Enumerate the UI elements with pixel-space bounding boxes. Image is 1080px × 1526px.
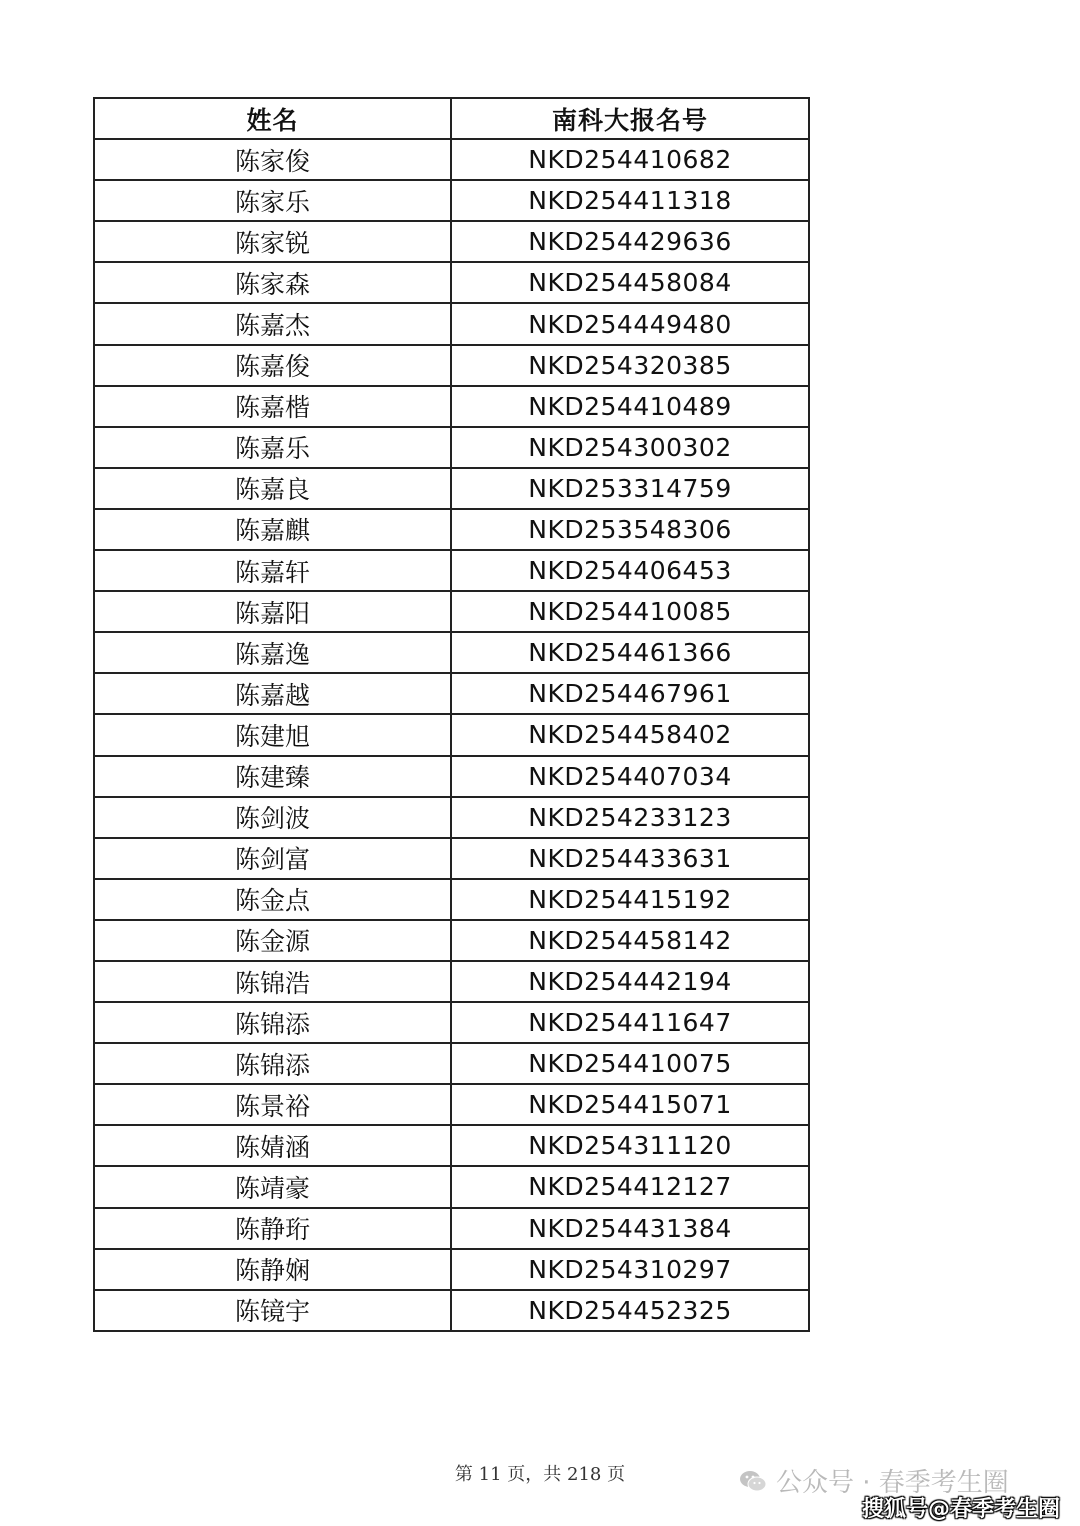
registration-number-cell: NKD254320385	[451, 345, 809, 386]
registration-number-cell: NKD254410682	[451, 139, 809, 180]
student-name-cell: 陈嘉阳	[94, 591, 451, 632]
table-row	[94, 879, 809, 920]
student-name-cell: 陈镜宇	[94, 1290, 451, 1331]
table-row	[94, 961, 809, 1002]
registration-number-cell: NKD254411318	[451, 180, 809, 221]
registration-number-cell: NKD254442194	[451, 961, 809, 1002]
student-name-cell: 陈金源	[94, 920, 451, 961]
table-row	[94, 180, 809, 221]
roster-sheet	[93, 97, 808, 1332]
header-name: 姓名	[94, 98, 451, 139]
student-name-cell: 陈嘉越	[94, 673, 451, 714]
table-row	[94, 386, 809, 427]
student-name-cell: 陈嘉逸	[94, 632, 451, 673]
student-name-cell: 陈静娴	[94, 1249, 451, 1290]
student-name-cell: 陈嘉杰	[94, 303, 451, 344]
student-name-cell: 陈嘉轩	[94, 550, 451, 591]
student-name-cell: 陈金点	[94, 879, 451, 920]
registration-number-cell: NKD254406453	[451, 550, 809, 591]
sohu-watermark: 搜狐号@春季考生圈	[862, 1497, 1061, 1522]
table-row	[94, 427, 809, 468]
public-account-text: 公众号 · 春季考生圈	[776, 1468, 1009, 1498]
table-row	[94, 303, 809, 344]
registration-number-cell: NKD254300302	[451, 427, 809, 468]
registration-number-cell: NKD254452325	[451, 1290, 809, 1331]
table-row	[94, 714, 809, 755]
registration-number-cell: NKD254429636	[451, 221, 809, 262]
table-row	[94, 673, 809, 714]
page-number: 第 11 页，共 218 页	[454, 1464, 626, 1485]
table-row	[94, 345, 809, 386]
registration-number-cell: NKD254412127	[451, 1166, 809, 1207]
student-name-cell: 陈静珩	[94, 1208, 451, 1249]
student-name-cell: 陈锦浩	[94, 961, 451, 1002]
registration-number-cell: NKD254233123	[451, 797, 809, 838]
student-name-cell: 陈家锐	[94, 221, 451, 262]
table-row	[94, 1002, 809, 1043]
registration-number-cell: NKD254311120	[451, 1125, 809, 1166]
registration-number-cell: NKD254410085	[451, 591, 809, 632]
student-name-cell: 陈剑富	[94, 838, 451, 879]
table-row	[94, 920, 809, 961]
student-name-cell: 陈建旭	[94, 714, 451, 755]
registration-number-cell: NKD253548306	[451, 509, 809, 550]
student-name-cell: 陈剑波	[94, 797, 451, 838]
wechat-icon	[738, 1466, 768, 1496]
table-header-row	[94, 98, 809, 139]
student-name-cell: 陈嘉乐	[94, 427, 451, 468]
table-row	[94, 221, 809, 262]
student-name-cell: 陈家乐	[94, 180, 451, 221]
table-row	[94, 262, 809, 303]
registration-number-cell: NKD254467961	[451, 673, 809, 714]
registration-number-cell: NKD254410075	[451, 1043, 809, 1084]
registration-number-cell: NKD254461366	[451, 632, 809, 673]
registration-number-cell: NKD254431384	[451, 1208, 809, 1249]
registration-number-cell: NKD254458142	[451, 920, 809, 961]
student-name-cell: 陈嘉楷	[94, 386, 451, 427]
student-name-cell: 陈建臻	[94, 756, 451, 797]
student-name-cell: 陈婧涵	[94, 1125, 451, 1166]
table-row	[94, 1125, 809, 1166]
student-name-cell: 陈靖豪	[94, 1166, 451, 1207]
table-row	[94, 1290, 809, 1331]
table-row	[94, 468, 809, 509]
student-name-cell: 陈嘉俊	[94, 345, 451, 386]
table-row	[94, 1043, 809, 1084]
registration-number-cell: NKD254407034	[451, 756, 809, 797]
roster-table	[93, 97, 810, 1332]
student-name-cell: 陈嘉良	[94, 468, 451, 509]
student-name-cell: 陈锦添	[94, 1043, 451, 1084]
student-name-cell: 陈家俊	[94, 139, 451, 180]
registration-number-cell: NKD254449480	[451, 303, 809, 344]
registration-number-cell: NKD253314759	[451, 468, 809, 509]
student-name-cell: 陈家森	[94, 262, 451, 303]
table-row	[94, 838, 809, 879]
table-row	[94, 1208, 809, 1249]
student-name-cell: 陈景裕	[94, 1084, 451, 1125]
table-row	[94, 1166, 809, 1207]
registration-number-cell: NKD254415071	[451, 1084, 809, 1125]
registration-number-cell: NKD254458402	[451, 714, 809, 755]
student-name-cell: 陈锦添	[94, 1002, 451, 1043]
registration-number-cell: NKD254411647	[451, 1002, 809, 1043]
table-row	[94, 550, 809, 591]
table-row	[94, 797, 809, 838]
table-row	[94, 1249, 809, 1290]
registration-number-cell: NKD254433631	[451, 838, 809, 879]
registration-number-cell: NKD254458084	[451, 262, 809, 303]
registration-number-cell: NKD254310297	[451, 1249, 809, 1290]
table-row	[94, 756, 809, 797]
table-body	[94, 139, 809, 1331]
registration-number-cell: NKD254410489	[451, 386, 809, 427]
student-name-cell: 陈嘉麒	[94, 509, 451, 550]
table-row	[94, 139, 809, 180]
table-row	[94, 1084, 809, 1125]
registration-number-cell: NKD254415192	[451, 879, 809, 920]
table-row	[94, 591, 809, 632]
table-row	[94, 632, 809, 673]
table-row	[94, 509, 809, 550]
header-registration-number: 南科大报名号	[451, 98, 809, 139]
